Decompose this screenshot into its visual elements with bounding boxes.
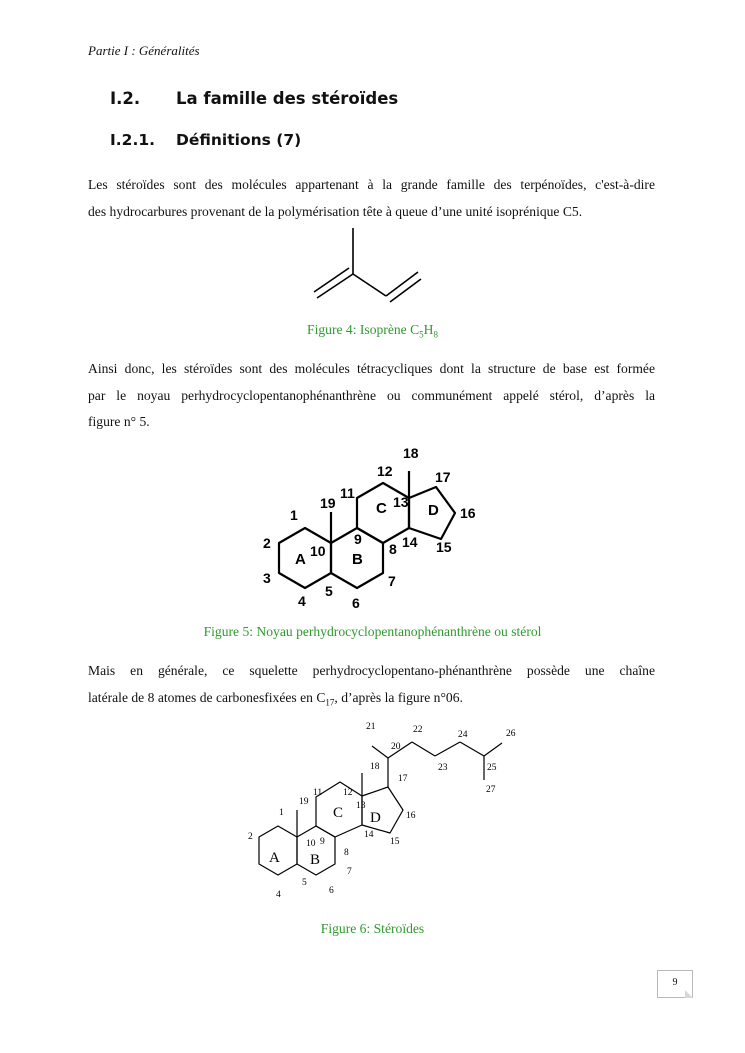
atom-label: 18 <box>370 762 380 772</box>
paragraph-intro <box>88 172 655 225</box>
ring-label: C <box>376 500 387 517</box>
caption-text: H <box>423 322 434 337</box>
atom-label: 17 <box>435 469 451 485</box>
atom-label: 2 <box>263 535 271 551</box>
atom-label: 19 <box>299 797 309 807</box>
paragraph-line: des hydrocarbures provenant de la polymérisation tête à queue d’une unité isoprénique C5. <box>88 203 583 219</box>
isoprene-structure <box>300 222 440 312</box>
atom-label: 10 <box>310 543 326 559</box>
atom-label: 5 <box>325 583 333 599</box>
ring-label: B <box>310 852 321 868</box>
ring-label: B <box>352 551 363 568</box>
atom-label: 24 <box>458 730 468 740</box>
atom-label: 7 <box>388 573 396 589</box>
figure4-caption <box>0 322 745 340</box>
atom-label: 2 <box>248 832 253 842</box>
atom-label: 16 <box>406 811 416 821</box>
subsection-heading <box>110 131 301 149</box>
atom-label: 11 <box>340 485 355 501</box>
atom-label: 1 <box>290 507 298 523</box>
atom-label: 8 <box>344 848 349 858</box>
paragraph-text: , d’après la figure n°06. <box>334 689 463 705</box>
paragraph-text: latérale de 8 atomes de carbonesfixées en C <box>88 689 326 705</box>
atom-label: 13 <box>393 494 409 510</box>
atom-label: 7 <box>347 867 352 877</box>
atom-label: 14 <box>402 534 418 550</box>
caption-subscript: 5 <box>419 329 424 340</box>
atom-label: 25 <box>487 763 497 773</box>
atom-label: 4 <box>298 593 306 609</box>
paragraph-side-chain <box>88 658 655 716</box>
atom-label: 5 <box>302 878 307 888</box>
ring-label: D <box>428 502 439 519</box>
sterol-nucleus-structure <box>250 440 500 615</box>
atom-label: 22 <box>413 725 423 735</box>
atom-label: 9 <box>354 531 362 547</box>
ring-label: C <box>333 805 344 821</box>
figure5-caption: Figure 5: Noyau perhydrocyclopentanophénanthrène ou stérol <box>203 624 542 639</box>
atom-label: 21 <box>366 722 376 732</box>
section-heading <box>110 89 398 108</box>
atom-label: 20 <box>391 742 401 752</box>
atom-label: 16 <box>460 505 476 521</box>
ring-label: A <box>269 850 280 866</box>
atom-label: 19 <box>320 495 336 511</box>
paragraph-line: Les stéroïdes sont des molécules appartenant à la grande famille des terpénoïdes, c'est-à-dire <box>88 177 655 192</box>
paragraph-line: Ainsi donc, les stéroïdes sont des molécules tétracycliques dont la structure de base est formée <box>88 361 655 376</box>
atom-label: 15 <box>390 837 400 847</box>
figure6-caption: Figure 6: Stéroïdes <box>320 921 425 936</box>
atom-label: 1 <box>279 808 284 818</box>
atom-label: 8 <box>389 541 397 557</box>
atom-label: 27 <box>486 785 496 795</box>
running-header: Partie I : Généralités <box>88 43 200 58</box>
subsection-title: Définitions (7) <box>176 131 302 149</box>
paragraph-line: Mais en générale, ce squelette perhydrocyclopentano-phénanthrène possède une chaîne <box>88 663 655 678</box>
atom-label: 12 <box>377 463 393 479</box>
atom-label: 18 <box>403 445 419 461</box>
atom-label: 17 <box>398 774 408 784</box>
steroid-structure <box>240 712 530 912</box>
atom-label: 15 <box>436 539 452 555</box>
paragraph-subscript: 17 <box>325 697 335 708</box>
ring-label: A <box>295 551 306 568</box>
atom-label: 11 <box>313 788 323 798</box>
atom-label: 6 <box>352 595 360 611</box>
atom-label: 13 <box>356 801 366 811</box>
section-title: La famille des stéroïdes <box>176 89 399 108</box>
atom-label: 26 <box>506 729 516 739</box>
atom-label: 9 <box>320 837 325 847</box>
ring-label: D <box>370 810 381 826</box>
atom-label: 10 <box>306 839 316 849</box>
caption-text: Figure 4: Isoprène C <box>307 322 420 337</box>
atom-label: 14 <box>364 830 374 840</box>
atom-label: 4 <box>276 890 281 900</box>
subsection-number: I.2.1. <box>110 131 156 149</box>
paragraph-line: par le noyau perhydrocyclopentanophénanthrène ou communément appelé stérol, d’après la <box>88 387 655 403</box>
atom-label: 3 <box>263 570 271 586</box>
paragraph-sterol <box>88 356 655 436</box>
paragraph-line: figure n° 5. <box>88 414 150 429</box>
atom-label: 6 <box>329 886 334 896</box>
atom-label: 23 <box>438 763 448 773</box>
section-number: I.2. <box>110 89 141 108</box>
atom-label: 12 <box>343 788 353 798</box>
page-number: 9 <box>657 970 693 998</box>
caption-subscript: 8 <box>433 329 438 340</box>
